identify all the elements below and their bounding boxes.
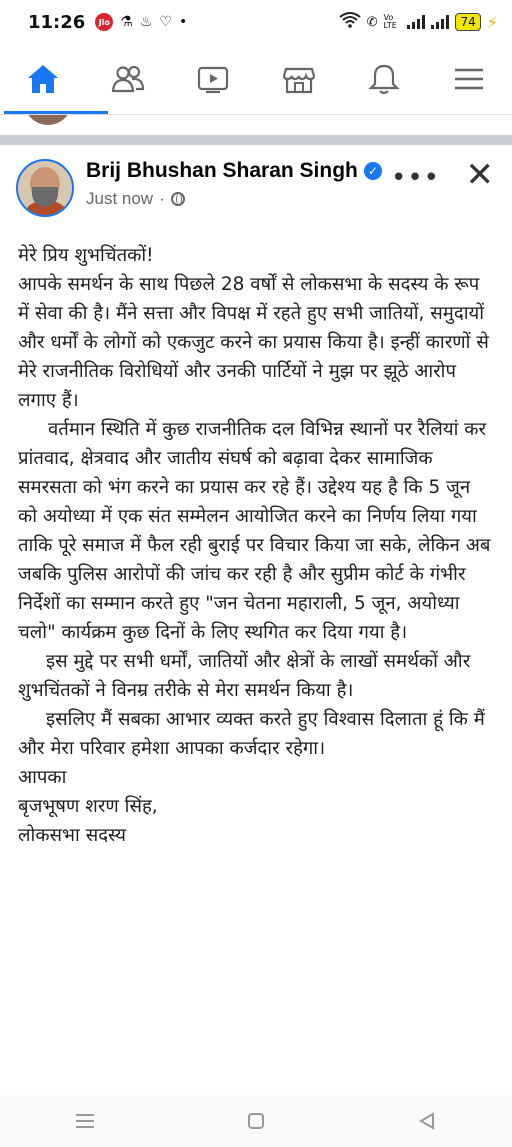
back-triangle-icon[interactable] — [407, 1101, 447, 1141]
hamburger-icon — [451, 61, 487, 97]
square-home-icon[interactable] — [236, 1101, 276, 1141]
video-icon — [195, 61, 231, 97]
globe-icon — [171, 192, 185, 206]
charging-icon: ⚡ — [486, 12, 498, 32]
menu-icon[interactable] — [65, 1101, 105, 1141]
bell-icon — [366, 61, 402, 97]
author-block — [86, 159, 382, 209]
paragraph-1: आपके समर्थन के साथ पिछले 28 वर्षों से लोकसभा के सदस्य के रूप में सेवा की है। मैंने सत्ता और विपक्ष में रहते हुए सभी जातियों, समुदायों और धर्मों के लोगों को एकजुट करने का प्रयास किया है। इन्हीं कारणों से मेरे राजनीतिक विरोधियों और उनकी पार्टियों ने मुझ पर झूठे आरोप लगाए हैं। — [18, 274, 489, 411]
tab-menu[interactable] — [439, 49, 499, 109]
top-navigation — [0, 44, 512, 115]
paragraph-3: इस मुद्दे पर सभी धर्मों, जातियों और क्षेत्रों के लाखों समर्थकों और शुभचिंतकों ने विनम्र तरीके से मेरा समर्थन किया है। — [18, 651, 471, 701]
friends-icon — [110, 61, 146, 97]
tab-marketplace[interactable] — [269, 49, 329, 109]
tab-friends[interactable] — [98, 49, 158, 109]
sign-off: आपका — [18, 767, 67, 788]
close-icon[interactable]: ✕ — [465, 155, 494, 195]
home-icon — [25, 61, 61, 97]
signal-icon-2 — [431, 15, 449, 29]
active-tab-indicator — [4, 111, 108, 114]
previous-post-edge — [0, 115, 512, 135]
author-name[interactable]: Brij Bhushan Sharan Singh — [86, 159, 358, 182]
system-indicators — [339, 12, 498, 32]
previous-post-avatar — [24, 115, 72, 125]
system-navigation — [0, 1095, 512, 1147]
signature-title: लोकसभा सदस्य — [18, 825, 126, 846]
battery-icon — [455, 13, 480, 31]
notification-icons — [95, 13, 187, 31]
signal-icon-1 — [407, 15, 425, 29]
greeting: मेरे प्रिय शुभचिंतकों! — [18, 245, 154, 266]
post-time[interactable]: Just now — [86, 189, 154, 208]
post-meta — [86, 189, 382, 209]
paragraph-2: वर्तमान स्थिति में कुछ राजनीतिक दल विभिन्न स्थानों पर रैलियां कर प्रांतवाद, क्षेत्रवाद और जातीय संघर्ष को बढ़ावा देकर सामाजिक समरसता को भंग करने का प्रयास कर रहे हैं। उद्देश्य यह है कि 5 जून को अयोध्या में एक संत सम्मेलन आयोजित करने का निर्णय लिया गया ताकि पूरे समाज में फैल रही बुराई पर विचार किया जा सके, लेकिन अब जबकि पुलिस आरोपों की जांच कर रही है और सुप्रीम कोर्ट के गंभीर निर्देशों का सम्मान करते हुए "जन चेतना महाराली, 5 जून, अयोध्या चलो" कार्यक्रम कुछ दिनों के लिए स्थगित कर दिया गया है। — [18, 419, 491, 643]
more-options-button[interactable]: ••• — [390, 163, 440, 193]
post-header — [0, 145, 512, 217]
post-text — [0, 217, 512, 850]
meta-separator: · — [159, 189, 165, 208]
volte-icon: Vo LTE — [383, 13, 397, 30]
tab-notifications[interactable] — [354, 49, 414, 109]
dot-icon: • — [178, 14, 188, 30]
paragraph-4: इसलिए मैं सबका आभार व्यक्त करते हुए विश्वास दिलाता हूं कि मैं और मेरा परिवार हमेशा आपका कर्जदार रहेगा। — [18, 709, 485, 759]
verified-badge-icon: ✓ — [364, 162, 382, 180]
tab-watch[interactable] — [183, 49, 243, 109]
bell-notification-icon: ♨ — [139, 14, 153, 30]
status-bar — [0, 0, 512, 44]
signature-name: बृजभूषण शरण सिंह, — [18, 796, 158, 817]
feed-separator — [0, 135, 512, 145]
store-icon — [281, 61, 317, 97]
call-icon: ✆ — [366, 14, 378, 30]
app-icon: ♡ — [159, 14, 172, 30]
wifi-icon — [339, 12, 361, 32]
app-notification-icon: ⚗ — [120, 14, 133, 30]
tab-home[interactable] — [13, 49, 73, 109]
avatar[interactable] — [16, 159, 74, 217]
battery-level: 74 — [460, 15, 476, 29]
jio-icon: Jio — [95, 13, 113, 31]
clock: 11:26 — [28, 11, 86, 33]
